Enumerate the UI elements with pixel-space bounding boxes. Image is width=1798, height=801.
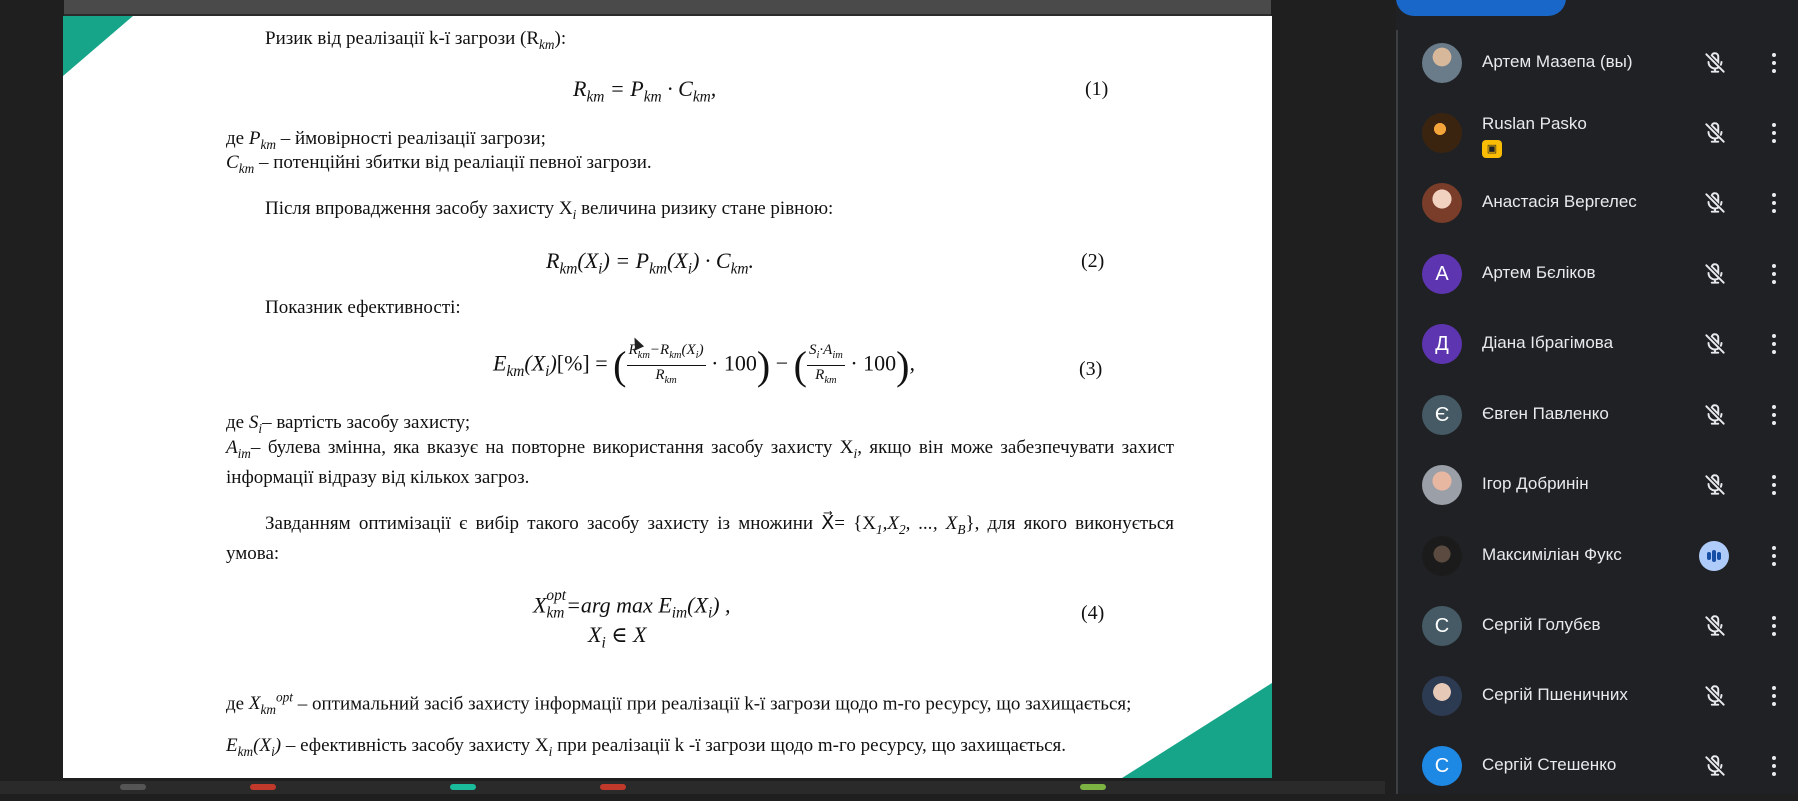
- avatar: [1422, 113, 1462, 153]
- paragraph-where-e: $E_{km}(X_i)$ – ефективність засобу захисту $X_i$ при реалізації k -ї загрози щодо m-го ресурсу, що захищається.: [226, 735, 1067, 759]
- more-options-icon[interactable]: [1771, 262, 1777, 286]
- avatar: [1422, 536, 1462, 576]
- more-options-icon[interactable]: [1771, 191, 1777, 215]
- equation-3-number: (3): [1079, 358, 1103, 380]
- participant-name: Артем Бєліков: [1482, 263, 1596, 282]
- paragraph-after: Після впровадження засобу захисту $X_i$ величина ризику стане рівною:: [265, 198, 834, 222]
- participant-name: Сергій Голубєв: [1482, 615, 1601, 634]
- paragraph-where-s: де $S_i-$ вартість засобу захисту;: [226, 412, 471, 436]
- paragraph-where-p: де $P_{km}$ – ймовірності реалізації загрози;: [226, 128, 546, 152]
- participant-name: Ruslan Pasko: [1482, 114, 1587, 133]
- avatar: С: [1422, 606, 1462, 646]
- mic-off-icon[interactable]: [1702, 613, 1728, 639]
- avatar: Є: [1422, 395, 1462, 435]
- participant-name: Ігор Добринін: [1482, 474, 1589, 493]
- taskbar-item: [120, 784, 146, 790]
- participant-row[interactable]: [1396, 168, 1798, 238]
- avatar: [1422, 43, 1462, 83]
- equation-2: $R_{km}(X_i) = P_{km}(X_i) \cdot C_{km}$.: [546, 248, 755, 278]
- participant-row[interactable]: [1396, 521, 1798, 591]
- paragraph-where-a: $A_{im}-$ булева змінна, яка вказує на повторне використання засобу захисту $X_i$, якщо він може забезпечувати захист інформації відразу від кількох загроз.: [226, 437, 1174, 488]
- mic-off-icon[interactable]: [1702, 331, 1728, 357]
- slide: [63, 16, 1272, 778]
- paragraph-efficiency: Показник ефективності:: [265, 297, 461, 318]
- participant-row[interactable]: [1396, 28, 1798, 98]
- participant-name: Анастасія Вергелес: [1482, 192, 1637, 211]
- participant-name: Максиміліан Фукс: [1482, 545, 1622, 564]
- equation-2-number: (2): [1081, 250, 1105, 272]
- more-options-icon[interactable]: [1771, 684, 1777, 708]
- mic-off-icon[interactable]: [1702, 683, 1728, 709]
- participant-row[interactable]: [1396, 98, 1798, 168]
- paragraph-where-c: $C_{km}$ – потенційні збитки від реаліації певної загрози.: [226, 152, 652, 176]
- participant-name: Сергій Стешенко: [1482, 755, 1617, 774]
- equation-1: $R_{km} = P_{km} \cdot C_{km}$,: [573, 76, 717, 106]
- more-options-icon[interactable]: [1771, 51, 1777, 75]
- mic-off-icon[interactable]: [1702, 261, 1728, 287]
- speaking-indicator-icon: [1699, 541, 1729, 571]
- equation-3: $E_{km}(X_i)[\%]$ = ( $\frac{R_{km}-R_{km}(X_i)}{R_{km}}$ · 100) − ( $\frac{S_i\cdot A_{im}}{R_{km}}$ · 100),: [493, 342, 915, 388]
- mic-off-icon[interactable]: [1702, 120, 1728, 146]
- participant-row[interactable]: [1396, 731, 1798, 801]
- mic-off-icon[interactable]: [1702, 472, 1728, 498]
- avatar: [1422, 676, 1462, 716]
- avatar: С: [1422, 746, 1462, 786]
- presentation-top-bar: [64, 0, 1271, 16]
- mic-off-icon[interactable]: [1702, 753, 1728, 779]
- more-options-icon[interactable]: [1771, 754, 1777, 778]
- equation-4-condition: $X_i$ ∈ X⃗: [588, 622, 664, 652]
- more-options-icon[interactable]: [1771, 614, 1777, 638]
- participant-row[interactable]: [1396, 661, 1798, 731]
- panel-top-button[interactable]: [1396, 0, 1566, 16]
- taskbar: [0, 781, 1385, 794]
- participant-row[interactable]: [1396, 309, 1798, 379]
- participant-row[interactable]: [1396, 591, 1798, 661]
- paragraph-optimization: Завданням оптимізації є вибір такого засобу захисту із множини X⃗= {$X_1,X_2$, ..., $X_B$}, для якого виконується умова:: [226, 513, 1174, 564]
- participant-row[interactable]: [1396, 450, 1798, 520]
- mic-off-icon[interactable]: [1702, 50, 1728, 76]
- more-options-icon[interactable]: [1771, 544, 1777, 568]
- participant-name: Сергій Пшеничних: [1482, 685, 1628, 704]
- equation-4: $X_{km}^{opt}=arg$ $\max E_{im}(X_i)$ ,: [533, 587, 731, 622]
- more-options-icon[interactable]: [1771, 403, 1777, 427]
- document-text: [63, 16, 1272, 778]
- taskbar-item: [450, 784, 476, 790]
- participant-name: Артем Мазепа (вы): [1482, 52, 1633, 71]
- participant-row[interactable]: [1396, 239, 1798, 309]
- equation-4-number: (4): [1081, 602, 1105, 624]
- more-options-icon[interactable]: [1771, 473, 1777, 497]
- paragraph-risk: Ризик від реалізації k-ї загрози $(R_{km})$:: [265, 28, 567, 52]
- avatar: [1422, 465, 1462, 505]
- equation-1-number: (1): [1085, 78, 1109, 100]
- participant-name: Євген Павленко: [1482, 404, 1609, 423]
- participant-row[interactable]: [1396, 380, 1798, 450]
- taskbar-item: [1080, 784, 1106, 790]
- video-off-badge-icon: ▣: [1482, 140, 1502, 158]
- taskbar-item: [250, 784, 276, 790]
- more-options-icon[interactable]: [1771, 332, 1777, 356]
- more-options-icon[interactable]: [1771, 121, 1777, 145]
- taskbar-item: [600, 784, 626, 790]
- avatar: [1422, 183, 1462, 223]
- participants-panel: [1396, 0, 1798, 794]
- mic-off-icon[interactable]: [1702, 402, 1728, 428]
- avatar: А: [1422, 254, 1462, 294]
- mic-off-icon[interactable]: [1702, 190, 1728, 216]
- avatar: Д: [1422, 324, 1462, 364]
- paragraph-where-xopt: де $X_{km}^{opt}$ – оптимальний засіб захисту інформації при реалізації k-ї загрози щодо m-го ресурсу, що захищається;: [226, 690, 1132, 718]
- participant-name: Діана Ібрагімова: [1482, 333, 1614, 352]
